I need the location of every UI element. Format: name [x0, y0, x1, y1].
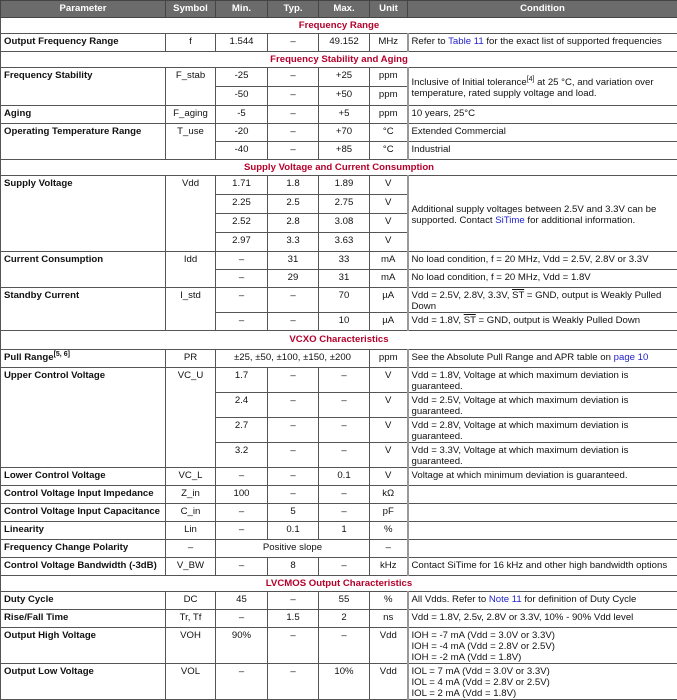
- condition-text: Vdd = 3.3V, Voltage at which maximum deviation is guaranteed.: [412, 445, 629, 467]
- typ-cell: 5: [268, 504, 319, 522]
- unit-cell: kHz: [370, 558, 408, 576]
- typ-cell: –: [268, 68, 319, 87]
- symbol-cell: –: [166, 540, 216, 558]
- parameter-name: Pull Range: [4, 352, 54, 363]
- typ-cell: –: [268, 34, 319, 52]
- min-cell: 1.544: [216, 34, 268, 52]
- typ-cell: –: [268, 87, 319, 106]
- unit-cell: °C: [370, 142, 408, 160]
- max-cell: 3.08: [319, 214, 370, 233]
- condition-cell: [408, 558, 677, 576]
- condition-cell: [408, 106, 677, 124]
- table-row: [1, 176, 677, 195]
- typ-cell: 1.8: [268, 176, 319, 195]
- parameter-cell: [1, 592, 166, 610]
- parameter-cell: [1, 34, 166, 52]
- min-cell: –: [216, 558, 268, 576]
- parameter-cell: [1, 368, 166, 468]
- table-row: [1, 664, 677, 700]
- max-cell: 2: [319, 610, 370, 628]
- unit-cell: µA: [370, 313, 408, 331]
- typ-cell: 0.1: [268, 522, 319, 540]
- max-cell: +70: [319, 124, 370, 142]
- unit-cell: V: [370, 214, 408, 233]
- condition-cell: [408, 468, 677, 486]
- symbol-cell: F_aging: [166, 106, 216, 124]
- max-cell: 70: [319, 288, 370, 313]
- min-cell: 90%: [216, 628, 268, 664]
- symbol-cell: Vdd: [166, 176, 216, 252]
- condition-text: Vdd = 2.5V, 2.8V, 3.3V,: [412, 290, 513, 301]
- condition-cell: [408, 252, 677, 270]
- typ-cell: 1.5: [268, 610, 319, 628]
- condition-cell: [408, 288, 677, 313]
- unit-cell: ppm: [370, 350, 408, 368]
- parameter-name: Control Voltage Bandwidth (-3dB): [4, 560, 157, 571]
- condition-cell: [408, 68, 677, 106]
- max-cell: –: [319, 628, 370, 664]
- condition-text: Vdd = 2.5V, Voltage at which maximum deviation is guaranteed.: [412, 395, 629, 417]
- condition-text: Vdd = 1.8V, 2.5v, 2.8V or 3.3V, 10% - 90% Vdd level: [412, 612, 634, 623]
- table-row: [1, 68, 677, 87]
- typ-cell: –: [268, 443, 319, 468]
- symbol-cell: Idd: [166, 252, 216, 288]
- table-row: [1, 558, 677, 576]
- condition-text: IOL = 7 mA (Vdd = 3.0V or 3.3V) IOL = 4 mA (Vdd = 2.8V or 2.5V) IOL = 2 mA (Vdd = 1.8V): [412, 666, 550, 699]
- symbol-cell: VOH: [166, 628, 216, 664]
- condition-cell: [408, 124, 677, 142]
- table-row: [1, 124, 677, 142]
- condition-text: for additional information.: [525, 215, 635, 226]
- unit-cell: V: [370, 176, 408, 195]
- max-cell: –: [319, 486, 370, 504]
- merged-value-cell: ±25, ±50, ±100, ±150, ±200: [216, 350, 370, 368]
- condition-text: Industrial: [412, 144, 451, 155]
- parameter-cell: [1, 176, 166, 252]
- section-header-row: [1, 576, 677, 592]
- typ-cell: 2.8: [268, 214, 319, 233]
- max-cell: 1.89: [319, 176, 370, 195]
- unit-cell: %: [370, 592, 408, 610]
- symbol-cell: VC_L: [166, 468, 216, 486]
- unit-cell: V: [370, 468, 408, 486]
- condition-text: Inclusive of Initial tolerance: [412, 77, 527, 88]
- condition-cell: [408, 628, 677, 664]
- min-cell: –: [216, 610, 268, 628]
- condition-cell: [408, 393, 677, 418]
- max-cell: 3.63: [319, 233, 370, 252]
- condition-text: at 25 °C, and variation over temperature, rated supply voltage and load.: [412, 77, 654, 99]
- section-header-row: [1, 18, 677, 34]
- typ-cell: 3.3: [268, 233, 319, 252]
- condition-cell: [408, 592, 677, 610]
- section-title: Supply Voltage and Current Consumption: [1, 160, 677, 176]
- unit-cell: %: [370, 522, 408, 540]
- parameter-name: Linearity: [4, 524, 44, 535]
- parameter-name: Aging: [4, 108, 31, 119]
- symbol-cell: T_use: [166, 124, 216, 160]
- table-row: [1, 468, 677, 486]
- condition-text: See the Absolute Pull Range and APR table on: [412, 352, 614, 363]
- unit-cell: ppm: [370, 68, 408, 87]
- max-cell: +5: [319, 106, 370, 124]
- parameter-cell: [1, 610, 166, 628]
- condition-text: 10 years, 25°C: [412, 108, 476, 119]
- reference-link[interactable]: page 10: [614, 352, 649, 363]
- parameter-name: Output Low Voltage: [4, 666, 94, 677]
- condition-cell: [408, 313, 677, 331]
- condition-cell: [408, 486, 677, 504]
- parameter-cell: [1, 350, 166, 368]
- section-title: Frequency Stability and Aging: [1, 52, 677, 68]
- unit-cell: Vdd: [370, 664, 408, 700]
- parameter-name: Upper Control Voltage: [4, 370, 105, 381]
- typ-cell: –: [268, 664, 319, 700]
- condition-text: Extended Commercial: [412, 126, 506, 137]
- reference-link[interactable]: Note 11: [489, 594, 522, 605]
- footnote-ref: [5, 6]: [54, 351, 70, 358]
- condition-cell: [408, 176, 677, 252]
- min-cell: 2.97: [216, 233, 268, 252]
- condition-cell: [408, 504, 677, 522]
- condition-text: Vdd = 1.8V, Voltage at which maximum deviation is guaranteed.: [412, 370, 629, 392]
- typ-cell: 2.5: [268, 195, 319, 214]
- section-title: Frequency Range: [1, 18, 677, 34]
- condition-text: Vdd = 1.8V,: [412, 315, 464, 326]
- symbol-cell: I_std: [166, 288, 216, 331]
- symbol-cell: Lin: [166, 522, 216, 540]
- parameter-cell: [1, 468, 166, 486]
- table-row: [1, 34, 677, 52]
- parameter-name: Current Consumption: [4, 254, 103, 265]
- max-cell: 49.152: [319, 34, 370, 52]
- table-row: [1, 504, 677, 522]
- symbol-cell: PR: [166, 350, 216, 368]
- unit-cell: V: [370, 393, 408, 418]
- parameter-cell: [1, 124, 166, 160]
- table-row: [1, 350, 677, 368]
- condition-cell: [408, 350, 677, 368]
- min-cell: 45: [216, 592, 268, 610]
- typ-cell: –: [268, 124, 319, 142]
- parameter-name: Supply Voltage: [4, 178, 73, 189]
- typ-cell: 8: [268, 558, 319, 576]
- table-row: [1, 592, 677, 610]
- max-cell: –: [319, 368, 370, 393]
- condition-cell: [408, 522, 677, 540]
- min-cell: 1.71: [216, 176, 268, 195]
- reference-link[interactable]: Table 11: [448, 36, 484, 47]
- typ-cell: –: [268, 142, 319, 160]
- symbol-cell: V_BW: [166, 558, 216, 576]
- min-cell: 2.7: [216, 418, 268, 443]
- min-cell: –: [216, 288, 268, 313]
- condition-cell: [408, 540, 677, 558]
- max-cell: –: [319, 504, 370, 522]
- condition-text: $\overline{ST}$: [464, 315, 476, 326]
- max-cell: 0.1: [319, 468, 370, 486]
- merged-value-cell: Positive slope: [216, 540, 370, 558]
- max-cell: 33: [319, 252, 370, 270]
- symbol-cell: Z_in: [166, 486, 216, 504]
- table-row: [1, 610, 677, 628]
- condition-cell: [408, 270, 677, 288]
- section-header-row: [1, 160, 677, 176]
- unit-cell: °C: [370, 124, 408, 142]
- symbol-cell: Tr, Tf: [166, 610, 216, 628]
- min-cell: –: [216, 522, 268, 540]
- min-cell: 3.2: [216, 443, 268, 468]
- table-row: [1, 540, 677, 558]
- section-title: LVCMOS Output Characteristics: [1, 576, 677, 592]
- table-row: [1, 106, 677, 124]
- min-cell: –: [216, 252, 268, 270]
- min-cell: -25: [216, 68, 268, 87]
- condition-cell: [408, 664, 677, 700]
- min-cell: –: [216, 468, 268, 486]
- parameter-cell: [1, 68, 166, 106]
- unit-cell: –: [370, 540, 408, 558]
- typ-cell: 31: [268, 252, 319, 270]
- unit-cell: V: [370, 233, 408, 252]
- condition-text: No load condition, f = 20 MHz, Vdd = 1.8V: [412, 272, 591, 283]
- condition-text: Additional supply voltages between 2.5V and 3.3V can be supported. Contact: [412, 204, 657, 226]
- symbol-cell: DC: [166, 592, 216, 610]
- header-parameter: Parameter: [1, 1, 166, 18]
- unit-cell: ns: [370, 610, 408, 628]
- parameter-cell: [1, 106, 166, 124]
- table-row: [1, 522, 677, 540]
- min-cell: 2.4: [216, 393, 268, 418]
- condition-text: IOH = -7 mA (Vdd = 3.0V or 3.3V) IOH = -4 mA (Vdd = 2.8V or 2.5V) IOH = -2 mA (Vdd = 1.8V): [412, 630, 555, 663]
- table-row: [1, 368, 677, 393]
- condition-text: = GND, output is Weakly Pulled Down: [412, 290, 662, 312]
- table-row: [1, 628, 677, 664]
- header-typ: Typ.: [268, 1, 319, 18]
- unit-cell: kΩ: [370, 486, 408, 504]
- max-cell: 1: [319, 522, 370, 540]
- symbol-cell: f: [166, 34, 216, 52]
- parameter-name: Standby Current: [4, 290, 79, 301]
- condition-text: $\overline{ST}$: [512, 290, 524, 301]
- max-cell: 10: [319, 313, 370, 331]
- parameter-name: Operating Temperature Range: [4, 126, 141, 137]
- max-cell: 55: [319, 592, 370, 610]
- condition-text: for definition of Duty Cycle: [522, 594, 637, 605]
- parameter-name: Control Voltage Input Capacitance: [4, 506, 160, 517]
- min-cell: -50: [216, 87, 268, 106]
- min-cell: 2.52: [216, 214, 268, 233]
- max-cell: +25: [319, 68, 370, 87]
- max-cell: +50: [319, 87, 370, 106]
- parameter-cell: [1, 288, 166, 331]
- symbol-cell: C_in: [166, 504, 216, 522]
- parameter-name: Frequency Stability: [4, 70, 93, 81]
- max-cell: 10%: [319, 664, 370, 700]
- table-row: [1, 486, 677, 504]
- symbol-cell: VC_U: [166, 368, 216, 468]
- typ-cell: –: [268, 313, 319, 331]
- condition-text: All Vdds. Refer to: [412, 594, 489, 605]
- footnote-ref: [4]: [527, 75, 535, 82]
- max-cell: –: [319, 558, 370, 576]
- condition-text: = GND, output is Weakly Pulled Down: [476, 315, 640, 326]
- min-cell: 2.25: [216, 195, 268, 214]
- min-cell: -20: [216, 124, 268, 142]
- unit-cell: ppm: [370, 106, 408, 124]
- condition-cell: [408, 418, 677, 443]
- parameter-cell: [1, 664, 166, 700]
- parameter-cell: [1, 628, 166, 664]
- typ-cell: –: [268, 393, 319, 418]
- condition-cell: [408, 34, 677, 52]
- typ-cell: –: [268, 288, 319, 313]
- typ-cell: –: [268, 486, 319, 504]
- condition-text: Refer to: [412, 36, 449, 47]
- unit-cell: MHz: [370, 34, 408, 52]
- header-max: Max.: [319, 1, 370, 18]
- parameter-cell: [1, 504, 166, 522]
- table-body: [1, 18, 677, 700]
- parameter-name: Output Frequency Range: [4, 36, 119, 47]
- parameter-cell: [1, 252, 166, 288]
- min-cell: -5: [216, 106, 268, 124]
- min-cell: –: [216, 504, 268, 522]
- typ-cell: –: [268, 368, 319, 393]
- typ-cell: –: [268, 628, 319, 664]
- parameter-name: Rise/Fall Time: [4, 612, 68, 623]
- parameter-cell: [1, 540, 166, 558]
- section-header-row: [1, 331, 677, 350]
- condition-cell: [408, 610, 677, 628]
- unit-cell: ppm: [370, 87, 408, 106]
- typ-cell: –: [268, 418, 319, 443]
- header-condition: Condition: [408, 1, 677, 18]
- unit-cell: V: [370, 418, 408, 443]
- condition-cell: [408, 443, 677, 468]
- parameter-cell: [1, 486, 166, 504]
- table-row: [1, 288, 677, 313]
- min-cell: -40: [216, 142, 268, 160]
- symbol-cell: F_stab: [166, 68, 216, 106]
- parameter-name: Control Voltage Input Impedance: [4, 488, 154, 499]
- condition-text: Contact SiTime for 16 kHz and other high bandwidth options: [412, 560, 668, 571]
- parameter-cell: [1, 558, 166, 576]
- parameter-name: Output High Voltage: [4, 630, 96, 641]
- unit-cell: mA: [370, 270, 408, 288]
- parameter-name: Duty Cycle: [4, 594, 54, 605]
- parameter-name: Lower Control Voltage: [4, 470, 106, 481]
- section-title: VCXO Characteristics: [1, 331, 677, 350]
- table-row: [1, 252, 677, 270]
- section-header-row: [1, 52, 677, 68]
- header-row: [1, 1, 677, 18]
- typ-cell: –: [268, 592, 319, 610]
- condition-cell: [408, 142, 677, 160]
- min-cell: 1.7: [216, 368, 268, 393]
- unit-cell: V: [370, 443, 408, 468]
- parameter-cell: [1, 522, 166, 540]
- max-cell: 31: [319, 270, 370, 288]
- condition-text: Voltage at which minimum deviation is guaranteed.: [412, 470, 628, 481]
- typ-cell: 29: [268, 270, 319, 288]
- max-cell: –: [319, 443, 370, 468]
- symbol-cell: VOL: [166, 664, 216, 700]
- max-cell: –: [319, 418, 370, 443]
- header-symbol: Symbol: [166, 1, 216, 18]
- min-cell: 100: [216, 486, 268, 504]
- condition-cell: [408, 368, 677, 393]
- max-cell: +85: [319, 142, 370, 160]
- unit-cell: µA: [370, 288, 408, 313]
- reference-link[interactable]: SiTime: [495, 215, 525, 226]
- header-min: Min.: [216, 1, 268, 18]
- typ-cell: –: [268, 106, 319, 124]
- parameter-name: Frequency Change Polarity: [4, 542, 128, 553]
- min-cell: –: [216, 313, 268, 331]
- min-cell: –: [216, 664, 268, 700]
- max-cell: –: [319, 393, 370, 418]
- header-unit: Unit: [370, 1, 408, 18]
- condition-text: Vdd = 2.8V, Voltage at which maximum deviation is guaranteed.: [412, 420, 629, 442]
- condition-text: for the exact list of supported frequencies: [484, 36, 662, 47]
- min-cell: –: [216, 270, 268, 288]
- condition-text: No load condition, f = 20 MHz, Vdd = 2.5V, 2.8V or 3.3V: [412, 254, 649, 265]
- max-cell: 2.75: [319, 195, 370, 214]
- unit-cell: pF: [370, 504, 408, 522]
- unit-cell: mA: [370, 252, 408, 270]
- unit-cell: V: [370, 195, 408, 214]
- typ-cell: –: [268, 468, 319, 486]
- unit-cell: V: [370, 368, 408, 393]
- unit-cell: Vdd: [370, 628, 408, 664]
